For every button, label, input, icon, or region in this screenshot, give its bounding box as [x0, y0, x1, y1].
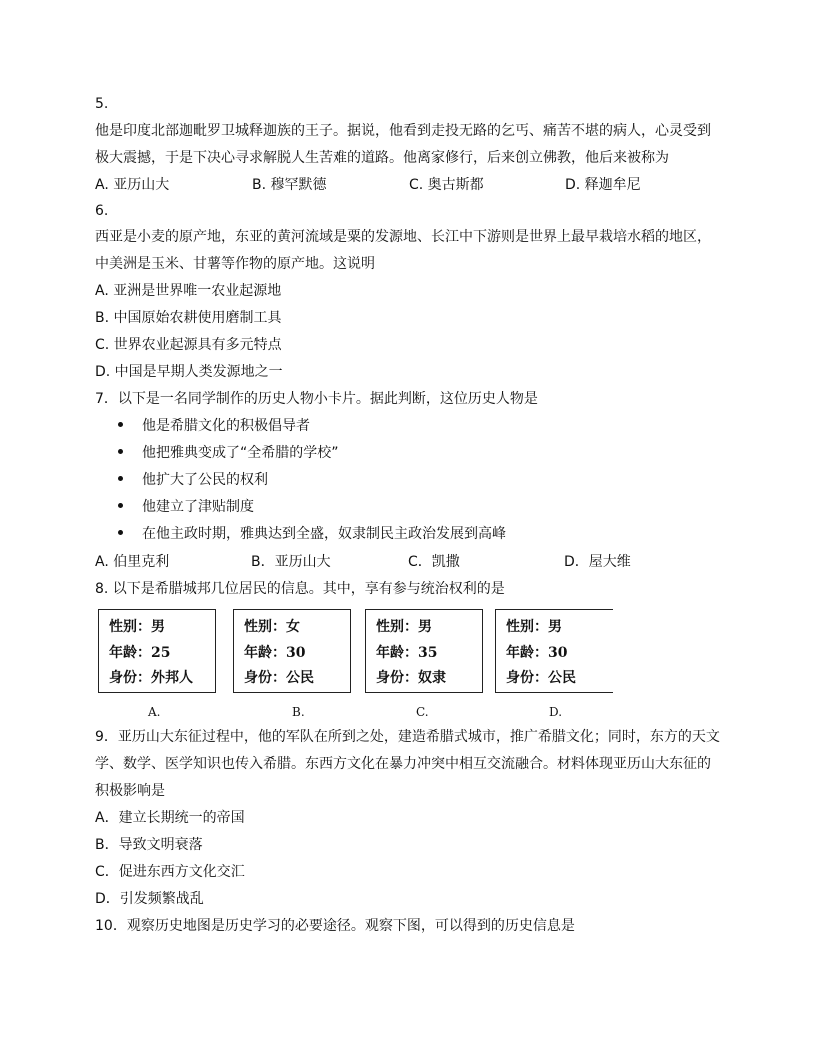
q9-stem-line1: 9．亚历山大东征过程中，他的军队在所到之处，建造希腊式城市，推广希腊文化；同时，东方的天文: [95, 729, 720, 745]
card-identity: 身份：公民: [244, 670, 314, 686]
q6-option-c: C. 世界农业起源具有多元特点: [95, 337, 282, 353]
card-identity: 身份：公民: [506, 670, 576, 686]
q6-option-b: B. 中国原始农耕使用磨制工具: [95, 310, 282, 326]
card-identity: 身份：奴隶: [376, 670, 446, 686]
q7-bullet-item: 他建立了津贴制度: [118, 497, 254, 517]
q9-stem-line3: 积极影响是: [95, 783, 165, 799]
card-gender: 性别：男: [376, 619, 432, 635]
q7-bullet-item: 他把雅典变成了“全希腊的学校”: [118, 443, 339, 463]
resident-card-c: [365, 609, 483, 693]
bullet-icon: [118, 530, 123, 535]
resident-card-a: [98, 609, 216, 693]
q9-option-b: B．导致文明衰落: [95, 837, 203, 853]
q7-stem: 7．以下是一名同学制作的历史人物小卡片。据此判断，这位历史人物是: [95, 391, 538, 407]
q5-options: [95, 175, 745, 195]
q5-option-b: B. 穆罕默德: [252, 177, 327, 193]
q6-stem-line2: 中美洲是玉米、甘薯等作物的原产地。这说明: [95, 256, 375, 272]
card-age: 年龄：35: [376, 644, 438, 661]
q7-options: [95, 552, 745, 572]
card-caption-a: A.: [148, 705, 161, 719]
q6-option-d: D. 中国是早期人类发源地之一: [95, 364, 283, 380]
q7-option-a: A. 伯里克利: [95, 554, 170, 570]
card-age: 年龄：30: [244, 644, 306, 661]
card-caption-d: D.: [549, 705, 563, 719]
q10-stem: 10．观察历史地图是历史学习的必要途径。观察下图，可以得到的历史信息是: [95, 918, 575, 934]
q7-option-c: C．凯撒: [408, 554, 460, 570]
q9-option-c: C．促进东西方文化交汇: [95, 864, 245, 880]
q9-option-a: A．建立长期统一的帝国: [95, 810, 245, 826]
q7-bullet-item: 他扩大了公民的权利: [118, 470, 268, 490]
bullet-icon: [118, 422, 123, 427]
q9-stem-line2: 学、数学、医学知识也传入希腊。东西方文化在暴力冲突中相互交流融合。材料体现亚历山大东征的: [95, 756, 711, 772]
bullet-icon: [118, 476, 123, 481]
card-gender: 性别：男: [109, 619, 165, 635]
q6-stem-line1: 西亚是小麦的原产地，东亚的黄河流域是粟的发源地、长江中下游则是世界上最早栽培水稻的地区，: [95, 229, 711, 245]
q5-option-c: C. 奥古斯都: [409, 177, 484, 193]
bullet-icon: [118, 503, 123, 508]
q5-stem-line1: 他是印度北部迦毗罗卫城释迦族的王子。据说，他看到走投无路的乞丐、痛苦不堪的病人，心灵受到: [95, 123, 711, 139]
card-caption-c: C.: [416, 705, 429, 719]
q9-option-d: D．引发频繁战乱: [95, 891, 204, 907]
q5-option-d: D. 释迦牟尼: [565, 177, 641, 193]
q7-bullet-item: 他是希腊文化的积极倡导者: [118, 416, 310, 436]
q5-number: 5.: [95, 96, 109, 112]
q5-option-a: A. 亚历山大: [95, 177, 170, 193]
card-age: 年龄：25: [109, 644, 171, 661]
q7-bullet-item: 在他主政时期，雅典达到全盛，奴隶制民主政治发展到高峰: [118, 524, 506, 544]
q5-stem-line2: 极大震撼，于是下决心寻求解脱人生苦难的道路。他离家修行，后来创立佛教，他后来被称为: [95, 150, 669, 166]
card-gender: 性别：男: [506, 619, 562, 635]
resident-card-b: [233, 609, 351, 693]
q6-option-a: A. 亚洲是世界唯一农业起源地: [95, 283, 282, 299]
q7-option-b: B．亚历山大: [251, 554, 331, 570]
bullet-icon: [118, 449, 123, 454]
q8-stem: 8. 以下是希腊城邦几位居民的信息。其中，享有参与统治权利的是: [95, 581, 505, 597]
resident-card-d: [495, 609, 613, 693]
card-age: 年龄：30: [506, 644, 568, 661]
card-caption-b: B.: [292, 705, 305, 719]
q7-option-d: D．屋大维: [564, 554, 631, 570]
q6-number: 6.: [95, 203, 109, 219]
card-identity: 身份：外邦人: [109, 670, 193, 686]
card-gender: 性别：女: [244, 619, 300, 635]
